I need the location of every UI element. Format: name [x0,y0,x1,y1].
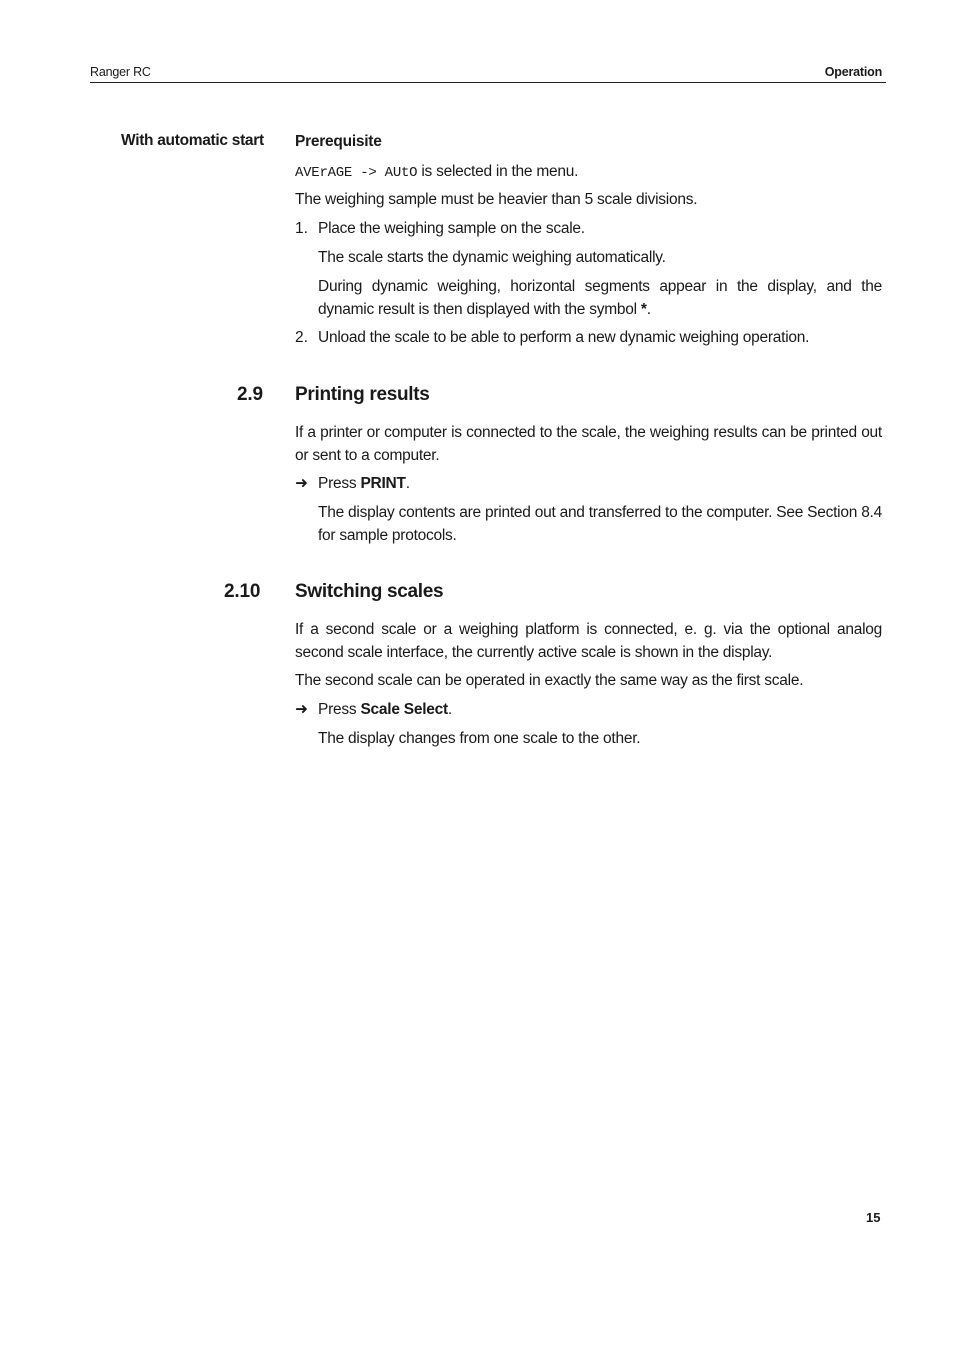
section-number: 2.10 [224,581,261,602]
scale-select-key: Scale Select [360,701,448,718]
action-result: The display contents are printed out and transferred to the computer. See Section 8.4 for sample protocols. [318,504,882,544]
section-number: 2.9 [237,384,263,405]
section-intro: If a printer or computer is connected to the scale, the weighing results can be printed out or sent to a computer. [295,424,882,464]
step-result: The scale starts the dynamic weighing automatically. [318,249,666,266]
page-number: 15 [866,1210,881,1225]
action-prefix: Press [318,701,361,718]
section-title: Printing results [295,384,430,405]
side-label: With automatic start [121,132,264,149]
action-instruction [318,472,882,495]
action-result: The display changes from one scale to the other. [318,730,641,747]
asterisk-symbol: * [640,301,647,318]
step-result-text: During dynamic weighing, horizontal segments appear in the display, and the dynamic result is then displayed with the symbol [318,278,882,318]
action-suffix: . [447,701,452,718]
step-text: Unload the scale to be able to perform a new dynamic weighing operation. [318,329,810,346]
arrow-icon: ➜ [295,701,308,718]
step-number: 1. [295,220,308,237]
section-title: Switching scales [295,581,444,602]
menu-code: AVErAGE -> AUtO [295,165,418,181]
prerequisite-line2: The weighing sample must be heavier than 5 scale divisions. [295,191,698,208]
action-suffix: . [405,475,410,492]
step-text: Place the weighing sample on the scale. [318,220,585,237]
prerequisite-menu-line [295,160,882,185]
section-line2: The second scale can be operated in exactly the same way as the first scale. [295,672,804,689]
step-number: 2. [295,329,308,346]
action-prefix: Press [318,475,361,492]
page-header [90,64,886,83]
prerequisite-heading: Prerequisite [295,133,382,150]
print-key: PRINT [360,475,406,492]
chapter-title: Operation [824,65,882,79]
action-instruction [318,698,882,721]
section-intro: If a second scale or a weighing platform is connected, e. g. via the optional analog second scale interface, the currently active scale is shown in the display. [295,621,882,661]
step-result-period: . [646,301,651,318]
document-title: Ranger RC [90,65,151,79]
menu-text: is selected in the menu. [417,163,579,180]
step-result-symbol [318,275,882,321]
arrow-icon: ➜ [295,475,308,492]
